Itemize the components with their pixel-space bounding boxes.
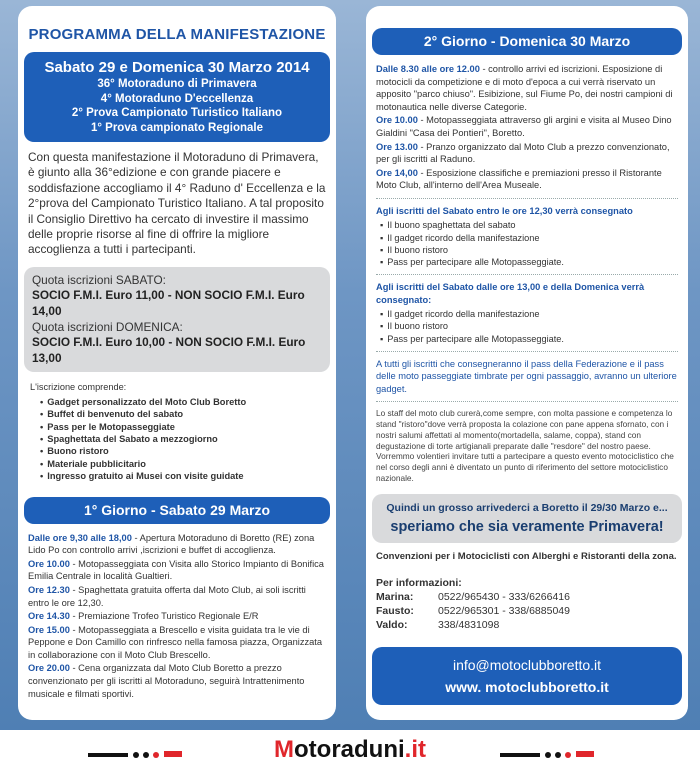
brand-m: M xyxy=(274,736,294,763)
sat-after-title: Agli iscritti del Sabato dalle ore 13,00 e della Domenica verrà consegnato: xyxy=(376,282,645,305)
contact-name: Marina: xyxy=(376,591,414,604)
includes-list xyxy=(30,396,326,483)
schedule-item xyxy=(376,141,678,166)
contact-name: Valdo: xyxy=(376,619,408,632)
sat-before-title: Agli iscritti del Sabato entro le ore 12,30 verrà consegnato xyxy=(376,205,633,216)
schedule-time: Ore 14.30 xyxy=(28,611,70,622)
schedule-text: - Spaghettata gratuita offerta dal Moto Club, ai soli iscritti entro le ore 12,30. xyxy=(28,584,306,608)
footer xyxy=(0,730,700,770)
schedule-item xyxy=(376,114,678,139)
schedule-time: Ore 14,00 xyxy=(376,167,418,178)
day2-title: 2° Giorno - Domenica 30 Marzo xyxy=(372,28,682,55)
schedule-time: Ore 10.00 xyxy=(376,115,418,126)
list-item: ▪ Il buono ristoro xyxy=(380,320,678,332)
schedule-item xyxy=(28,584,326,609)
schedule-text: - Apertura Motoraduno di Boretto (RE) zona Lido Po con controllo arrivi ,iscrizioni e buffet di accoglienza. xyxy=(28,532,315,556)
right-panel xyxy=(366,6,688,720)
event-dates: Sabato 29 e Domenica 30 Marzo 2014 xyxy=(44,59,310,76)
schedule-text: - Motopasseggiata attraverso gli argini e visita al Museo Dino Gialdini "Casa dei Pontieri", Boretto. xyxy=(376,115,672,138)
list-item: ▪ Il gadget ricordo della manifestazione xyxy=(380,232,678,244)
contact-box xyxy=(372,647,682,705)
schedule-time: Ore 20.00 xyxy=(28,663,70,674)
sat-after-list xyxy=(376,308,678,345)
fee-sun-label: Quota iscrizioni DOMENICA: xyxy=(32,319,183,334)
contact-row xyxy=(376,618,678,632)
list-item: ▪ Pass per partecipare alle Motopasseggiate. xyxy=(380,256,678,268)
schedule-time: Ore 12.30 xyxy=(28,584,70,595)
event-line: 4° Motoraduno D'eccellenza xyxy=(100,92,254,105)
sat-before-list xyxy=(376,219,678,268)
list-item: • Spaghettata del Sabato a mezzogiorno xyxy=(40,433,326,445)
staff-note: Lo staff del moto club curerà,come sempre, con molta passione e competenza lo stand "ristoro"dove verrà proposta la colazione con pane appena sfornato, con i nostri salumi affettati al momento(mortadella, salame, coppa), stand con degustazione di torte artigianali preparate dalle "resdore" del nostro paese. Vorremmo volentieri invitare tutti a partecipare a questo evento motociclistico che nel corso degli anni è diventato un punto di riferimento del settore motociclistico nazionale. xyxy=(376,407,674,484)
schedule-item xyxy=(376,167,678,192)
event-header-box xyxy=(24,52,330,142)
farewell-box xyxy=(372,494,682,543)
schedule-text: - Pranzo organizzato dal Moto Club a prezzo convenzionato, per gli iscritti al Raduno. xyxy=(376,141,670,165)
left-panel xyxy=(18,6,336,720)
list-item: • Buono ristoro xyxy=(40,445,326,457)
schedule-text: - Motopasseggiata con Visita allo Storico Impianto di Bonifica Emilia Centrale in località Gualtieri. xyxy=(28,558,324,582)
list-item: ▪ Pass per partecipare alle Motopasseggiate. xyxy=(380,333,678,345)
decorative-dots-icon xyxy=(500,749,596,761)
divider xyxy=(376,351,678,352)
schedule-item xyxy=(28,558,326,583)
fee-sat-label: Quota iscrizioni SABATO: xyxy=(32,272,166,287)
event-line: 1° Prova campionato Regionale xyxy=(90,121,264,134)
brand-tld: .it xyxy=(404,736,426,763)
list-item: ▪ Il gadget ricordo della manifestazione xyxy=(380,308,678,320)
schedule-text: - Motopasseggiata a Brescello e visita guidata tra le vie di Peppone e Don Camillo con rinfresco nella famosa piazza, Organizzata in collaborazione con il Moto Club Brescello. xyxy=(28,624,323,660)
schedule-item xyxy=(28,662,326,700)
contact-phone: 0522/965301 - 338/6885049 xyxy=(438,605,570,618)
schedule-item xyxy=(28,610,326,623)
schedule-time: Ore 13.00 xyxy=(376,141,418,152)
brand-mid: otoraduni xyxy=(294,736,405,763)
contact-row xyxy=(376,604,678,618)
divider xyxy=(376,274,678,275)
federation-note: A tutti gli iscritti che consegneranno il pass della Federazione e il pass delle moto passeggiate timbrate per ogni passaggio, avranno un ulteriore gadget. xyxy=(376,358,677,394)
info-section xyxy=(376,576,678,632)
schedule-text: - Premiazione Trofeo Turistico Regionale E/R xyxy=(69,611,259,622)
schedule-item xyxy=(28,532,326,557)
farewell-slogan: speriamo che sia veramente Primavera! xyxy=(390,519,664,536)
list-item: • Materiale pubblicitario xyxy=(40,458,326,470)
contact-phone: 338/4831098 xyxy=(438,619,500,632)
day1-title: 1° Giorno - Sabato 29 Marzo xyxy=(24,497,330,524)
schedule-item xyxy=(376,63,678,113)
list-item: ▪ Il buono ristoro xyxy=(380,244,678,256)
contact-name: Fausto: xyxy=(376,605,414,618)
divider xyxy=(376,198,678,199)
contact-phone: 0522/965430 - 333/6266416 xyxy=(438,591,570,604)
schedule-text: - controllo arrivi ed iscrizioni. Esposizione di motocicli da competizione e di moto d'epoca a cui verrà riservato un apposito "parco chiuso". Esibizione, sul Fiume Po, dei nostri campioni di motonautica nelle diverse Categorie. xyxy=(376,64,673,112)
list-item: • Gadget personalizzato del Moto Club Boretto xyxy=(40,396,326,408)
fee-sun-value: SOCIO F.M.I. Euro 10,00 - NON SOCIO F.M.I. Euro 13,00 xyxy=(32,335,306,365)
day1-schedule xyxy=(28,532,326,701)
schedule-time: Dalle ore 9,30 alle 18,00 xyxy=(28,532,132,543)
farewell-line: Quindi un grosso arrivederci a Boretto il 29/30 Marzo e... xyxy=(386,502,668,515)
includes-label: L'iscrizione comprende: xyxy=(30,382,127,393)
program-title: PROGRAMMA DELLA MANIFESTAZIONE xyxy=(28,26,326,43)
event-line: 36° Motoraduno di Primavera xyxy=(97,78,257,90)
list-item: • Buffet di benvenuto del sabato xyxy=(40,408,326,420)
website-link[interactable]: www. motoclubboretto.it xyxy=(445,679,609,696)
schedule-time: Dalle 8.30 alle ore 12.00 xyxy=(376,64,480,74)
schedule-time: Ore 10.00 xyxy=(28,558,70,569)
schedule-item xyxy=(28,624,326,662)
divider xyxy=(376,401,678,402)
info-label: Per informazioni: xyxy=(376,577,462,590)
fee-sat-value: SOCIO F.M.I. Euro 11,00 - NON SOCIO F.M.I. Euro 14,00 xyxy=(32,288,305,319)
sat-after-section xyxy=(376,281,678,344)
list-item: • Pass per le Motopasseggiate xyxy=(40,421,326,433)
fees-box xyxy=(24,267,330,373)
includes-section xyxy=(30,381,326,482)
schedule-text: - Esposizione classifiche e premiazioni presso il Ristorante Moto Club, all'interno dell'Area Museale. xyxy=(376,167,662,191)
event-line: 2° Prova Campionato Turistico Italiano xyxy=(71,107,283,119)
contact-row xyxy=(376,590,678,604)
day2-schedule xyxy=(376,63,678,192)
list-item: • Ingresso gratuito ai Musei con visite guidate xyxy=(40,470,326,482)
list-item: ▪ Il buono spaghettata del sabato xyxy=(380,219,678,231)
schedule-time: Ore 15.00 xyxy=(28,624,70,635)
email-link[interactable]: info@motoclubboretto.it xyxy=(452,657,602,674)
sat-before-section xyxy=(376,205,678,268)
conventions-text: Convenzioni per i Motociclisti con Alberghi e Ristoranti della zona. xyxy=(376,551,677,563)
intro-text: Con questa manifestazione il Motoraduno di Primavera, è giunto alla 36°edizione e con grande piacere e soddisfazione accogliamo il 4° Raduno d' Eccellenza e la 2°prova del Campionato Turistico Italiano. A tal proposito il Consiglio Direttivo ha cercato di investire il massimo delle proprie risorse al fine di offrire la migliore accoglienza a tutti i partecipanti. xyxy=(28,150,326,257)
schedule-text: - Cena organizzata dal Moto Club Boretto a prezzo convenzionato per gli iscritti al Motoraduno, seguirà Intrattenimento musicale e filmati sportivi. xyxy=(28,663,305,699)
